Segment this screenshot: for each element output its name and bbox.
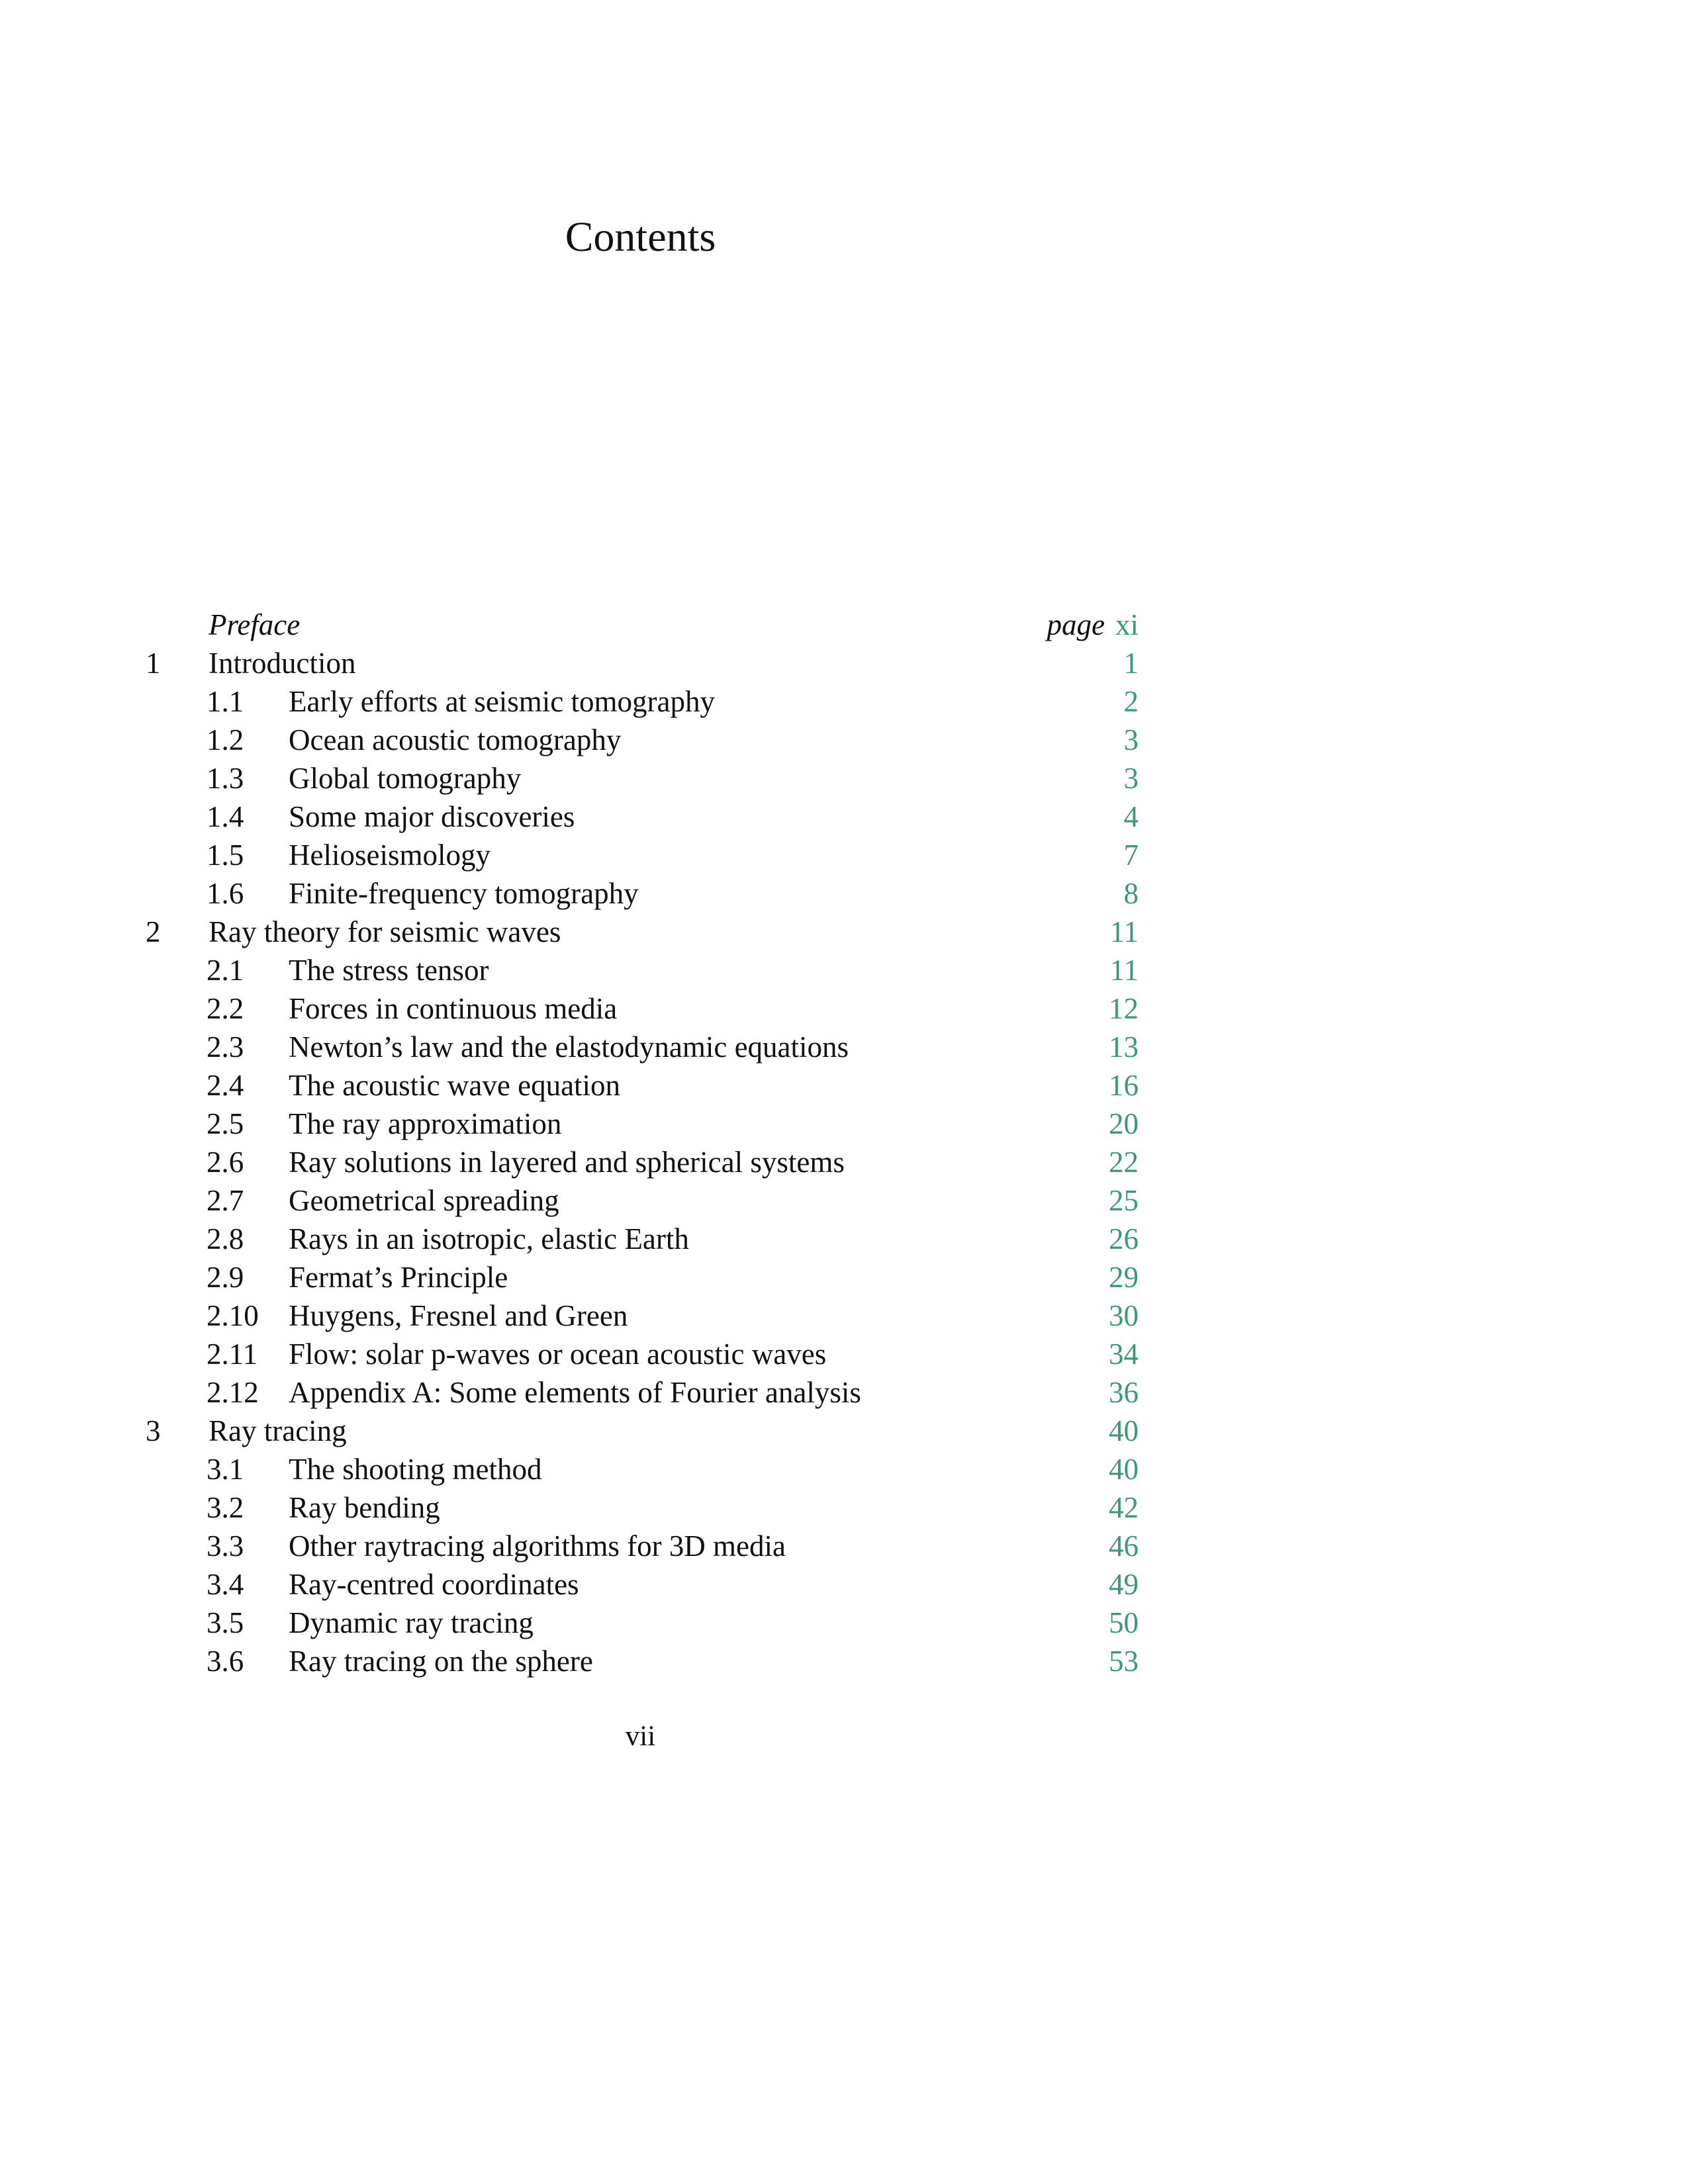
- section-page-number[interactable]: 46: [1109, 1529, 1139, 1563]
- section-title: Ray solutions in layered and spherical systems: [289, 1146, 845, 1179]
- toc-section-row[interactable]: [146, 1527, 1139, 1565]
- section-title: Newton’s law and the elastodynamic equations: [289, 1030, 849, 1064]
- chapter-page-number[interactable]: 40: [1109, 1414, 1139, 1447]
- section-number: 2.12: [207, 1376, 259, 1409]
- chapter-number: 2: [146, 915, 161, 948]
- toc-section-row[interactable]: [146, 836, 1139, 874]
- toc-section-row[interactable]: [146, 1604, 1139, 1642]
- section-number: 3.3: [207, 1529, 244, 1563]
- section-title: Ray bending: [289, 1491, 440, 1524]
- toc-chapter-row[interactable]: [146, 644, 1139, 682]
- section-page-number[interactable]: 4: [1123, 800, 1139, 833]
- section-page-number[interactable]: 30: [1109, 1299, 1139, 1332]
- folio-page-number: vii: [625, 1721, 656, 1752]
- section-title: Global tomography: [289, 762, 522, 795]
- preface-page: xi: [1115, 608, 1139, 641]
- section-title: The ray approximation: [289, 1107, 562, 1140]
- toc-section-row[interactable]: [146, 874, 1139, 913]
- page-title: Contents: [565, 213, 716, 260]
- section-page-number[interactable]: 13: [1109, 1030, 1139, 1064]
- chapter-page-number[interactable]: 1: [1123, 647, 1139, 680]
- toc-section-row[interactable]: [146, 1488, 1139, 1527]
- section-page-number[interactable]: 36: [1109, 1376, 1139, 1409]
- section-page-number[interactable]: 22: [1109, 1146, 1139, 1179]
- section-title: Other raytracing algorithms for 3D media: [289, 1529, 786, 1563]
- toc-section-row[interactable]: [146, 1105, 1139, 1143]
- toc-section-row[interactable]: [146, 759, 1139, 797]
- toc-section-row[interactable]: [146, 721, 1139, 759]
- toc-section-row[interactable]: [146, 1258, 1139, 1297]
- section-page-number[interactable]: 53: [1109, 1645, 1139, 1678]
- section-page-number[interactable]: 12: [1109, 992, 1139, 1025]
- toc-section-row[interactable]: [146, 1373, 1139, 1412]
- toc-section-row[interactable]: [146, 951, 1139, 989]
- section-title: Forces in continuous media: [289, 992, 618, 1025]
- section-page-number[interactable]: 42: [1109, 1491, 1139, 1524]
- section-number: 1.4: [207, 800, 244, 833]
- section-title: Ray-centred coordinates: [289, 1568, 579, 1601]
- table-of-contents: [146, 606, 1139, 1680]
- section-number: 2.4: [207, 1069, 244, 1102]
- section-title: The shooting method: [289, 1453, 542, 1486]
- section-number: 1.6: [207, 877, 244, 910]
- toc-section-row[interactable]: [146, 1220, 1139, 1258]
- toc-section-row[interactable]: [146, 1066, 1139, 1105]
- section-title: Helioseismology: [289, 839, 491, 872]
- section-title: The stress tensor: [289, 954, 489, 987]
- section-number: 1.5: [207, 839, 244, 872]
- section-number: 3.4: [207, 1568, 244, 1601]
- toc-section-row[interactable]: [146, 1450, 1139, 1488]
- section-title: Some major discoveries: [289, 800, 575, 833]
- section-number: 1.2: [207, 723, 244, 756]
- section-number: 3.6: [207, 1645, 244, 1678]
- preface-title: Preface: [209, 608, 301, 641]
- toc-section-row[interactable]: [146, 989, 1139, 1028]
- section-title: Huygens, Fresnel and Green: [289, 1299, 628, 1332]
- section-page-number[interactable]: 26: [1109, 1222, 1139, 1255]
- section-page-number[interactable]: 11: [1109, 954, 1139, 987]
- section-number: 3.2: [207, 1491, 244, 1524]
- section-number: 2.8: [207, 1222, 244, 1255]
- preface-page-number[interactable]: [1047, 606, 1139, 644]
- section-title: Dynamic ray tracing: [289, 1606, 534, 1639]
- section-number: 2.2: [207, 992, 244, 1025]
- section-title: Flow: solar p-waves or ocean acoustic waves: [289, 1338, 827, 1371]
- section-title: Ray tracing on the sphere: [289, 1645, 593, 1678]
- toc-section-row[interactable]: [146, 1181, 1139, 1220]
- toc-chapter-row[interactable]: [146, 1412, 1139, 1450]
- section-number: 3.5: [207, 1606, 244, 1639]
- toc-section-row[interactable]: [146, 1335, 1139, 1373]
- section-title: Fermat’s Principle: [289, 1261, 508, 1294]
- section-number: 2.6: [207, 1146, 244, 1179]
- section-title: Finite-frequency tomography: [289, 877, 639, 910]
- section-number: 3.1: [207, 1453, 244, 1486]
- section-title: Rays in an isotropic, elastic Earth: [289, 1222, 689, 1255]
- section-number: 1.3: [207, 762, 244, 795]
- section-page-number[interactable]: 25: [1109, 1184, 1139, 1217]
- section-title: The acoustic wave equation: [289, 1069, 621, 1102]
- section-page-number[interactable]: 50: [1109, 1606, 1139, 1639]
- chapter-title: Introduction: [209, 647, 356, 680]
- section-page-number[interactable]: 34: [1109, 1338, 1139, 1371]
- toc-section-row[interactable]: [146, 682, 1139, 721]
- section-number: 2.11: [207, 1338, 258, 1371]
- toc-chapter-row[interactable]: [146, 913, 1139, 951]
- section-page-number[interactable]: 7: [1123, 839, 1139, 872]
- section-number: 2.1: [207, 954, 244, 987]
- section-title: Appendix A: Some elements of Fourier analysis: [289, 1376, 861, 1409]
- toc-section-row[interactable]: [146, 1565, 1139, 1604]
- section-number: 2.9: [207, 1261, 244, 1294]
- section-page-number[interactable]: 8: [1123, 877, 1139, 910]
- section-number: 2.3: [207, 1030, 244, 1064]
- toc-section-row[interactable]: [146, 1642, 1139, 1680]
- section-title: Early efforts at seismic tomography: [289, 685, 715, 718]
- toc-section-row[interactable]: [146, 1143, 1139, 1181]
- section-page-number[interactable]: 29: [1109, 1261, 1139, 1294]
- section-page-number[interactable]: 2: [1123, 685, 1139, 718]
- toc-section-row[interactable]: [146, 1028, 1139, 1066]
- section-title: Geometrical spreading: [289, 1184, 559, 1217]
- chapter-number: 1: [146, 647, 161, 680]
- section-page-number[interactable]: 3: [1123, 762, 1139, 795]
- chapter-title: Ray tracing: [209, 1414, 347, 1447]
- section-title: Ocean acoustic tomography: [289, 723, 622, 756]
- section-number: 2.5: [207, 1107, 244, 1140]
- toc-preface-row[interactable]: [146, 606, 1139, 644]
- section-number: 1.1: [207, 685, 244, 718]
- toc-section-row[interactable]: [146, 797, 1139, 836]
- section-page-number[interactable]: 40: [1109, 1453, 1139, 1486]
- section-page-number[interactable]: 16: [1109, 1069, 1139, 1102]
- section-page-number[interactable]: 20: [1109, 1107, 1139, 1140]
- section-page-number[interactable]: 49: [1109, 1568, 1139, 1601]
- section-number: 2.7: [207, 1184, 244, 1217]
- section-number: 2.10: [207, 1299, 259, 1332]
- section-page-number[interactable]: 3: [1123, 723, 1139, 756]
- toc-section-row[interactable]: [146, 1297, 1139, 1335]
- chapter-number: 3: [146, 1414, 161, 1447]
- page-word: page: [1047, 608, 1105, 641]
- chapter-page-number[interactable]: 11: [1109, 915, 1139, 948]
- chapter-title: Ray theory for seismic waves: [209, 915, 561, 948]
